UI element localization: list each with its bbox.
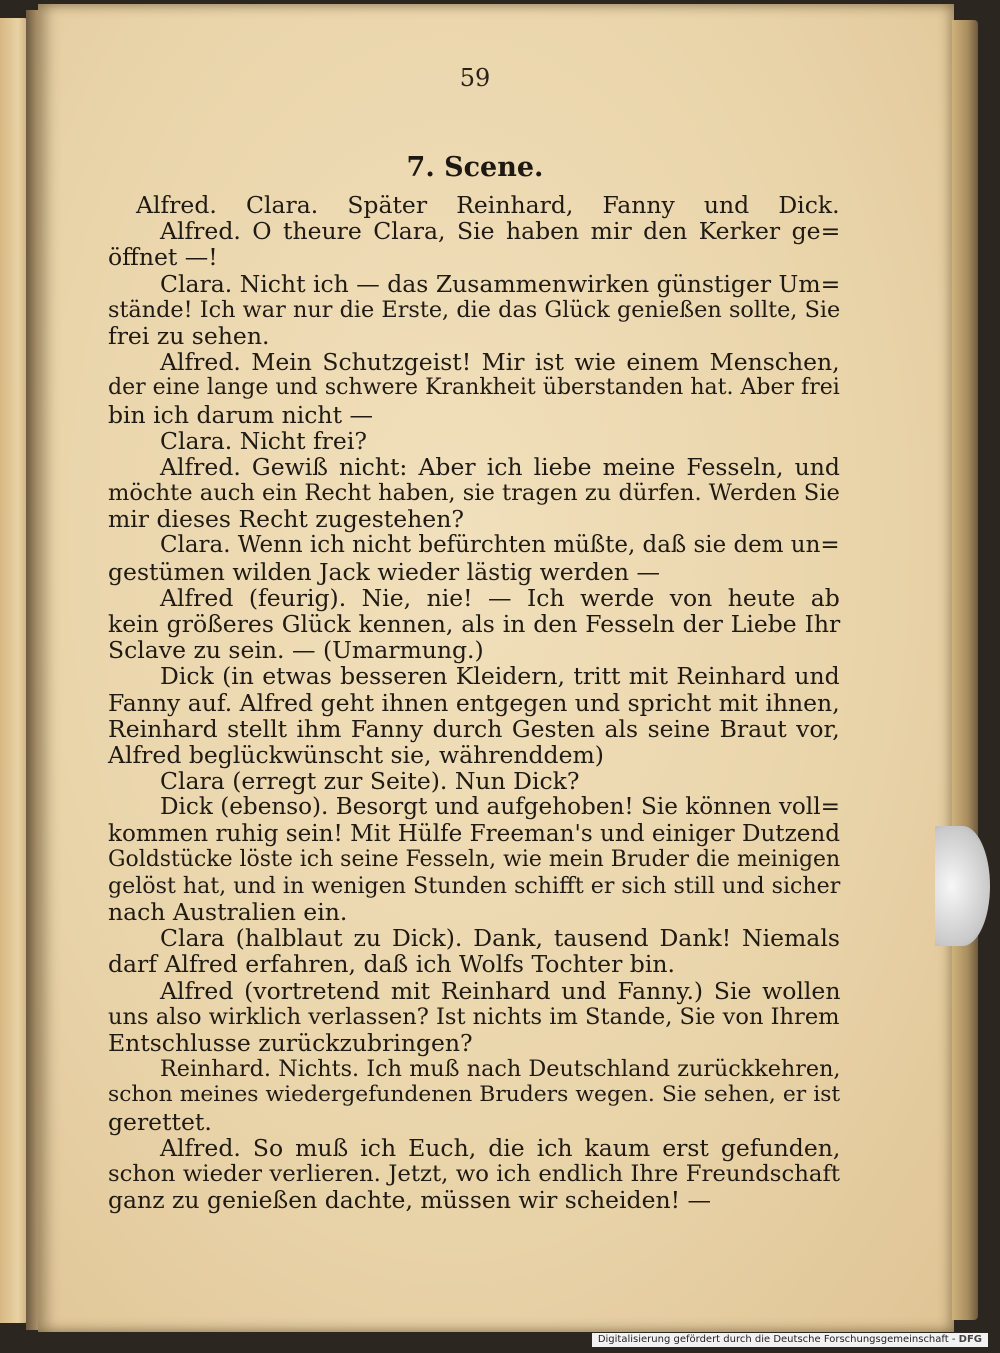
text-line: Entschlusse zurückzubringen?	[108, 1029, 473, 1057]
text-line: uns also wirklich verlassen? Ist nichts im Stande, Sie von Ihrem	[108, 1003, 840, 1030]
dfg-logo-icon: DFG	[958, 1334, 982, 1345]
text-line: darf Alfred erfahren, daß ich Wolfs Tochter bin.	[108, 950, 675, 979]
text-line: Fanny auf. Alfred geht ihnen entgegen und spricht mit ihnen,	[108, 688, 840, 717]
text-line: kommen ruhig sein! Mit Hülfe Freeman's und einiger Dutzend	[108, 820, 841, 847]
text-line: ganz zu genießen dachte, müssen wir scheiden! —	[108, 1186, 712, 1215]
text-line: Dick (in etwas besseren Kleidern, tritt mit Reinhard und	[160, 662, 840, 691]
text-line: Clara. Nicht ich — das Zusammenwirken günstiger Um=	[160, 269, 841, 298]
text-line: schon meines wiedergefundenen Bruders wegen. Sie sehen, er ist	[108, 1082, 841, 1108]
text-line: schon wieder verlieren. Jetzt, wo ich endlich Ihre Freundschaft	[108, 1160, 841, 1187]
text-line: Clara. Wenn ich nicht befürchten müßte, daß sie dem un=	[160, 532, 840, 559]
text-line: Alfred. Clara. Später Reinhard, Fanny und Dick.	[136, 191, 840, 219]
text-line: Reinhard stellt ihm Fanny durch Gesten als seine Braut vor,	[108, 714, 840, 743]
text-line: mir dieses Recht zugestehen?	[108, 505, 464, 534]
page-number: 59	[459, 64, 491, 92]
text-line: Alfred (vortretend mit Reinhard und Fanny.) Sie wollen	[160, 976, 841, 1005]
text-line: gestümen wilden Jack wieder lästig werden —	[108, 557, 660, 586]
footer-credit	[592, 1333, 988, 1347]
text-line: Reinhard. Nichts. Ich muß nach Deutschland zurückkehren,	[160, 1056, 841, 1083]
text-line: Clara (halblaut zu Dick). Dank, tausend Dank! Niemals	[160, 924, 840, 953]
text-line: kein größeres Glück kennen, als in den Fesseln der Liebe Ihr	[108, 610, 841, 638]
text-line: möchte auch ein Recht haben, sie tragen zu dürfen. Werden Sie	[108, 480, 840, 507]
page-clip-icon	[935, 826, 990, 946]
text-line: Alfred (feurig). Nie, nie! — Ich werde von heute ab	[160, 583, 840, 612]
text-line: Goldstücke löste ich seine Fesseln, wie mein Bruder die meinigen	[108, 846, 841, 872]
text-line: gerettet.	[108, 1107, 212, 1136]
body-text	[108, 192, 840, 1213]
text-line: Sclave zu sein. — (Umarmung.)	[108, 636, 484, 665]
text-line: gelöst hat, und in wenigen Stunden schifft er sich still und sicher	[108, 872, 841, 899]
text-line: bin ich darum nicht —	[108, 400, 373, 429]
text-line: Alfred. Mein Schutzgeist! Mir ist wie einem Menschen,	[160, 348, 840, 377]
text-line: nach Australien ein.	[108, 898, 348, 927]
text-line: der eine lange und schwere Krankheit überstanden hat. Aber frei	[108, 375, 840, 401]
text-line: Alfred beglückwünscht sie, währenddem)	[108, 740, 604, 769]
text-line: stände! Ich war nur die Erste, die das Glück genießen sollte, Sie	[108, 296, 841, 323]
text-line: Alfred. O theure Clara, Sie haben mir den Kerker ge=	[160, 217, 841, 246]
text-line: frei zu sehen.	[108, 321, 270, 350]
footer-text: Digitalisierung gefördert durch die Deutsche Forschungsgemeinschaft -	[597, 1334, 956, 1345]
text-line: Alfred. Gewiß nicht: Aber ich liebe meine Fesseln, und	[160, 452, 840, 481]
text-line: Alfred. So muß ich Euch, die ich kaum erst gefunden,	[160, 1133, 841, 1162]
text-line: Clara. Nicht frei?	[160, 426, 367, 455]
text-line: Dick (ebenso). Besorgt und aufgehoben! Sie können voll=	[160, 794, 840, 821]
text-line: Clara (erregt zur Seite). Nun Dick?	[160, 767, 580, 796]
text-line: öffnet —!	[108, 243, 218, 272]
scene-title: 7. Scene.	[406, 152, 544, 183]
page-stack-edge	[952, 20, 978, 1320]
